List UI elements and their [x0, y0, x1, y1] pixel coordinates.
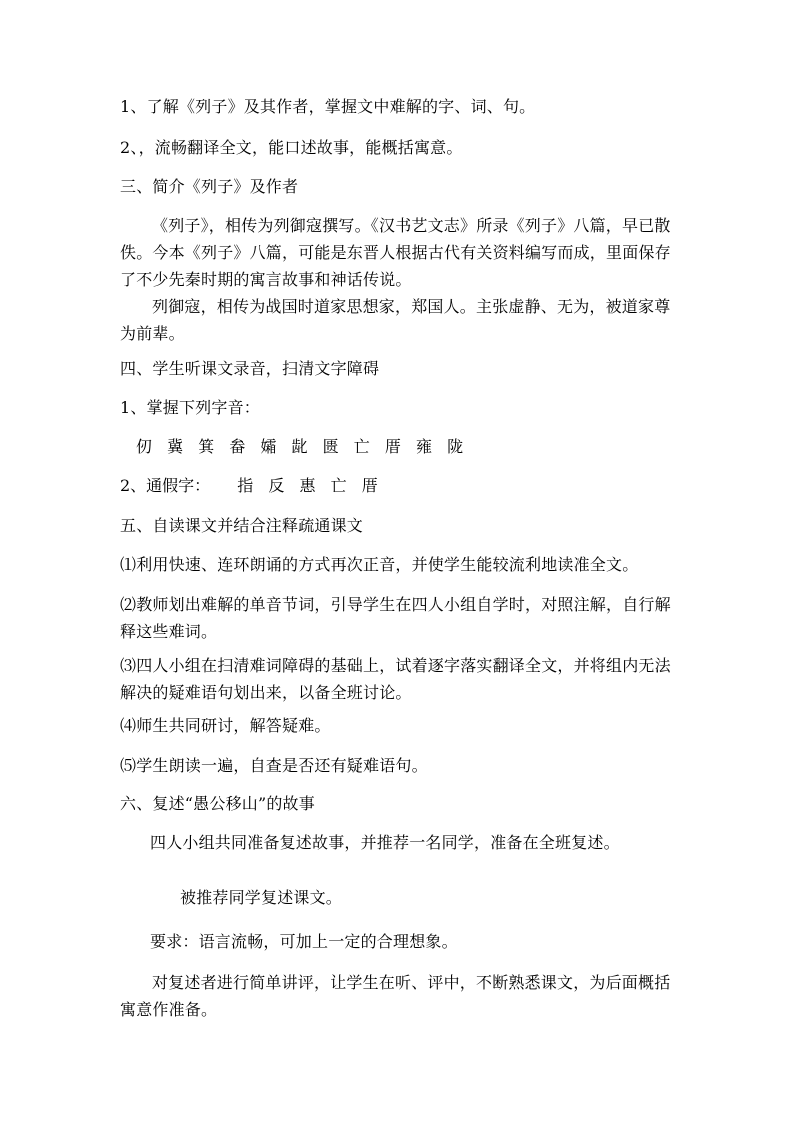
- section-6-paragraph-3: 要求：语言流畅，可加上一定的合理想象。: [150, 932, 458, 951]
- pronunciation-char: 畚: [229, 437, 246, 456]
- tongjia-char: 指: [237, 476, 254, 495]
- pronunciation-char: 厝: [384, 437, 401, 456]
- pronunciation-char: 亡: [353, 437, 370, 456]
- tongjia-label: 2、通假字：: [120, 476, 211, 495]
- section-6-paragraph-2: 被推荐同学复述课文。: [180, 888, 343, 907]
- tongjia-line: [120, 473, 388, 499]
- section-5-step-4: ⑷师生共同研讨，解答疑难。: [120, 716, 331, 735]
- tongjia-char: 惠: [299, 476, 316, 495]
- pronunciation-char: 仞: [136, 437, 153, 456]
- section-3-paragraph-2: 列御寇，相传为战国时道家思想家，郑国人。主张虚静、无为，被道家尊为前辈。: [120, 297, 671, 343]
- objective-2: 2、，流畅翻译全文，能口述故事，能概括寓意。: [120, 138, 463, 157]
- section-5-step-2: ⑵教师划出难解的单音节词，引导学生在四人小组自学时，对照注解，自行解释这些难词。: [120, 595, 671, 641]
- section-5-step-1: ⑴利用快速、连环朗诵的方式再次正音，并使学生能较流利地读准全文。: [120, 555, 639, 574]
- section-6-heading: 六、复述“愚公移山”的故事: [120, 794, 315, 813]
- pronunciation-char: 箕: [198, 437, 215, 456]
- pronunciation-char: 冀: [167, 437, 184, 456]
- tongjia-char: 厝: [361, 476, 378, 495]
- pronunciation-char: 匮: [322, 437, 339, 456]
- objective-1: 1、了解《列子》及其作者，掌握文中难解的字、词、句。: [120, 97, 536, 116]
- section-6-paragraph-4: 对复述者进行简单讲评，让学生在听、评中，不断熟悉课文，为后面概括寓意作准备。: [120, 973, 671, 1019]
- section-3-heading: 三、简介《列子》及作者: [120, 177, 299, 196]
- section-4-item-1: 1、掌握下列字音：: [120, 398, 260, 417]
- section-5-heading: 五、自读课文并结合注释疏通课文: [120, 516, 364, 535]
- pronunciation-char: 雍: [415, 437, 432, 456]
- pronunciation-char: 龀: [291, 437, 308, 456]
- section-6-paragraph-1: 四人小组共同准备复述故事，并推荐一名同学，准备在全班复述。: [150, 833, 620, 852]
- section-5-step-5: ⑸学生朗读一遍，自查是否还有疑难语句。: [120, 756, 428, 775]
- section-4-heading: 四、学生听课文录音，扫清文字障碍: [120, 359, 380, 378]
- tongjia-char: 反: [268, 476, 285, 495]
- pronunciation-char-list: [136, 434, 473, 460]
- pronunciation-char: 陇: [447, 437, 464, 456]
- section-3-paragraph-1: 《列子》，相传为列御寇撰写。《汉书艺文志》所录《列子》八篇，早已散佚。今本《列子》八篇，可能是东晋人根据古代有关资料编写而成，里面保存了不少先秦时期的寓言故事和神话传说。: [120, 216, 671, 289]
- tongjia-char: 亡: [330, 476, 347, 495]
- section-5-step-3: ⑶四人小组在扫清难词障碍的基础上，试着逐字落实翻译全文，并将组内无法解决的疑难语句划出来，以备全班讨论。: [120, 656, 671, 702]
- pronunciation-char: 孀: [260, 437, 277, 456]
